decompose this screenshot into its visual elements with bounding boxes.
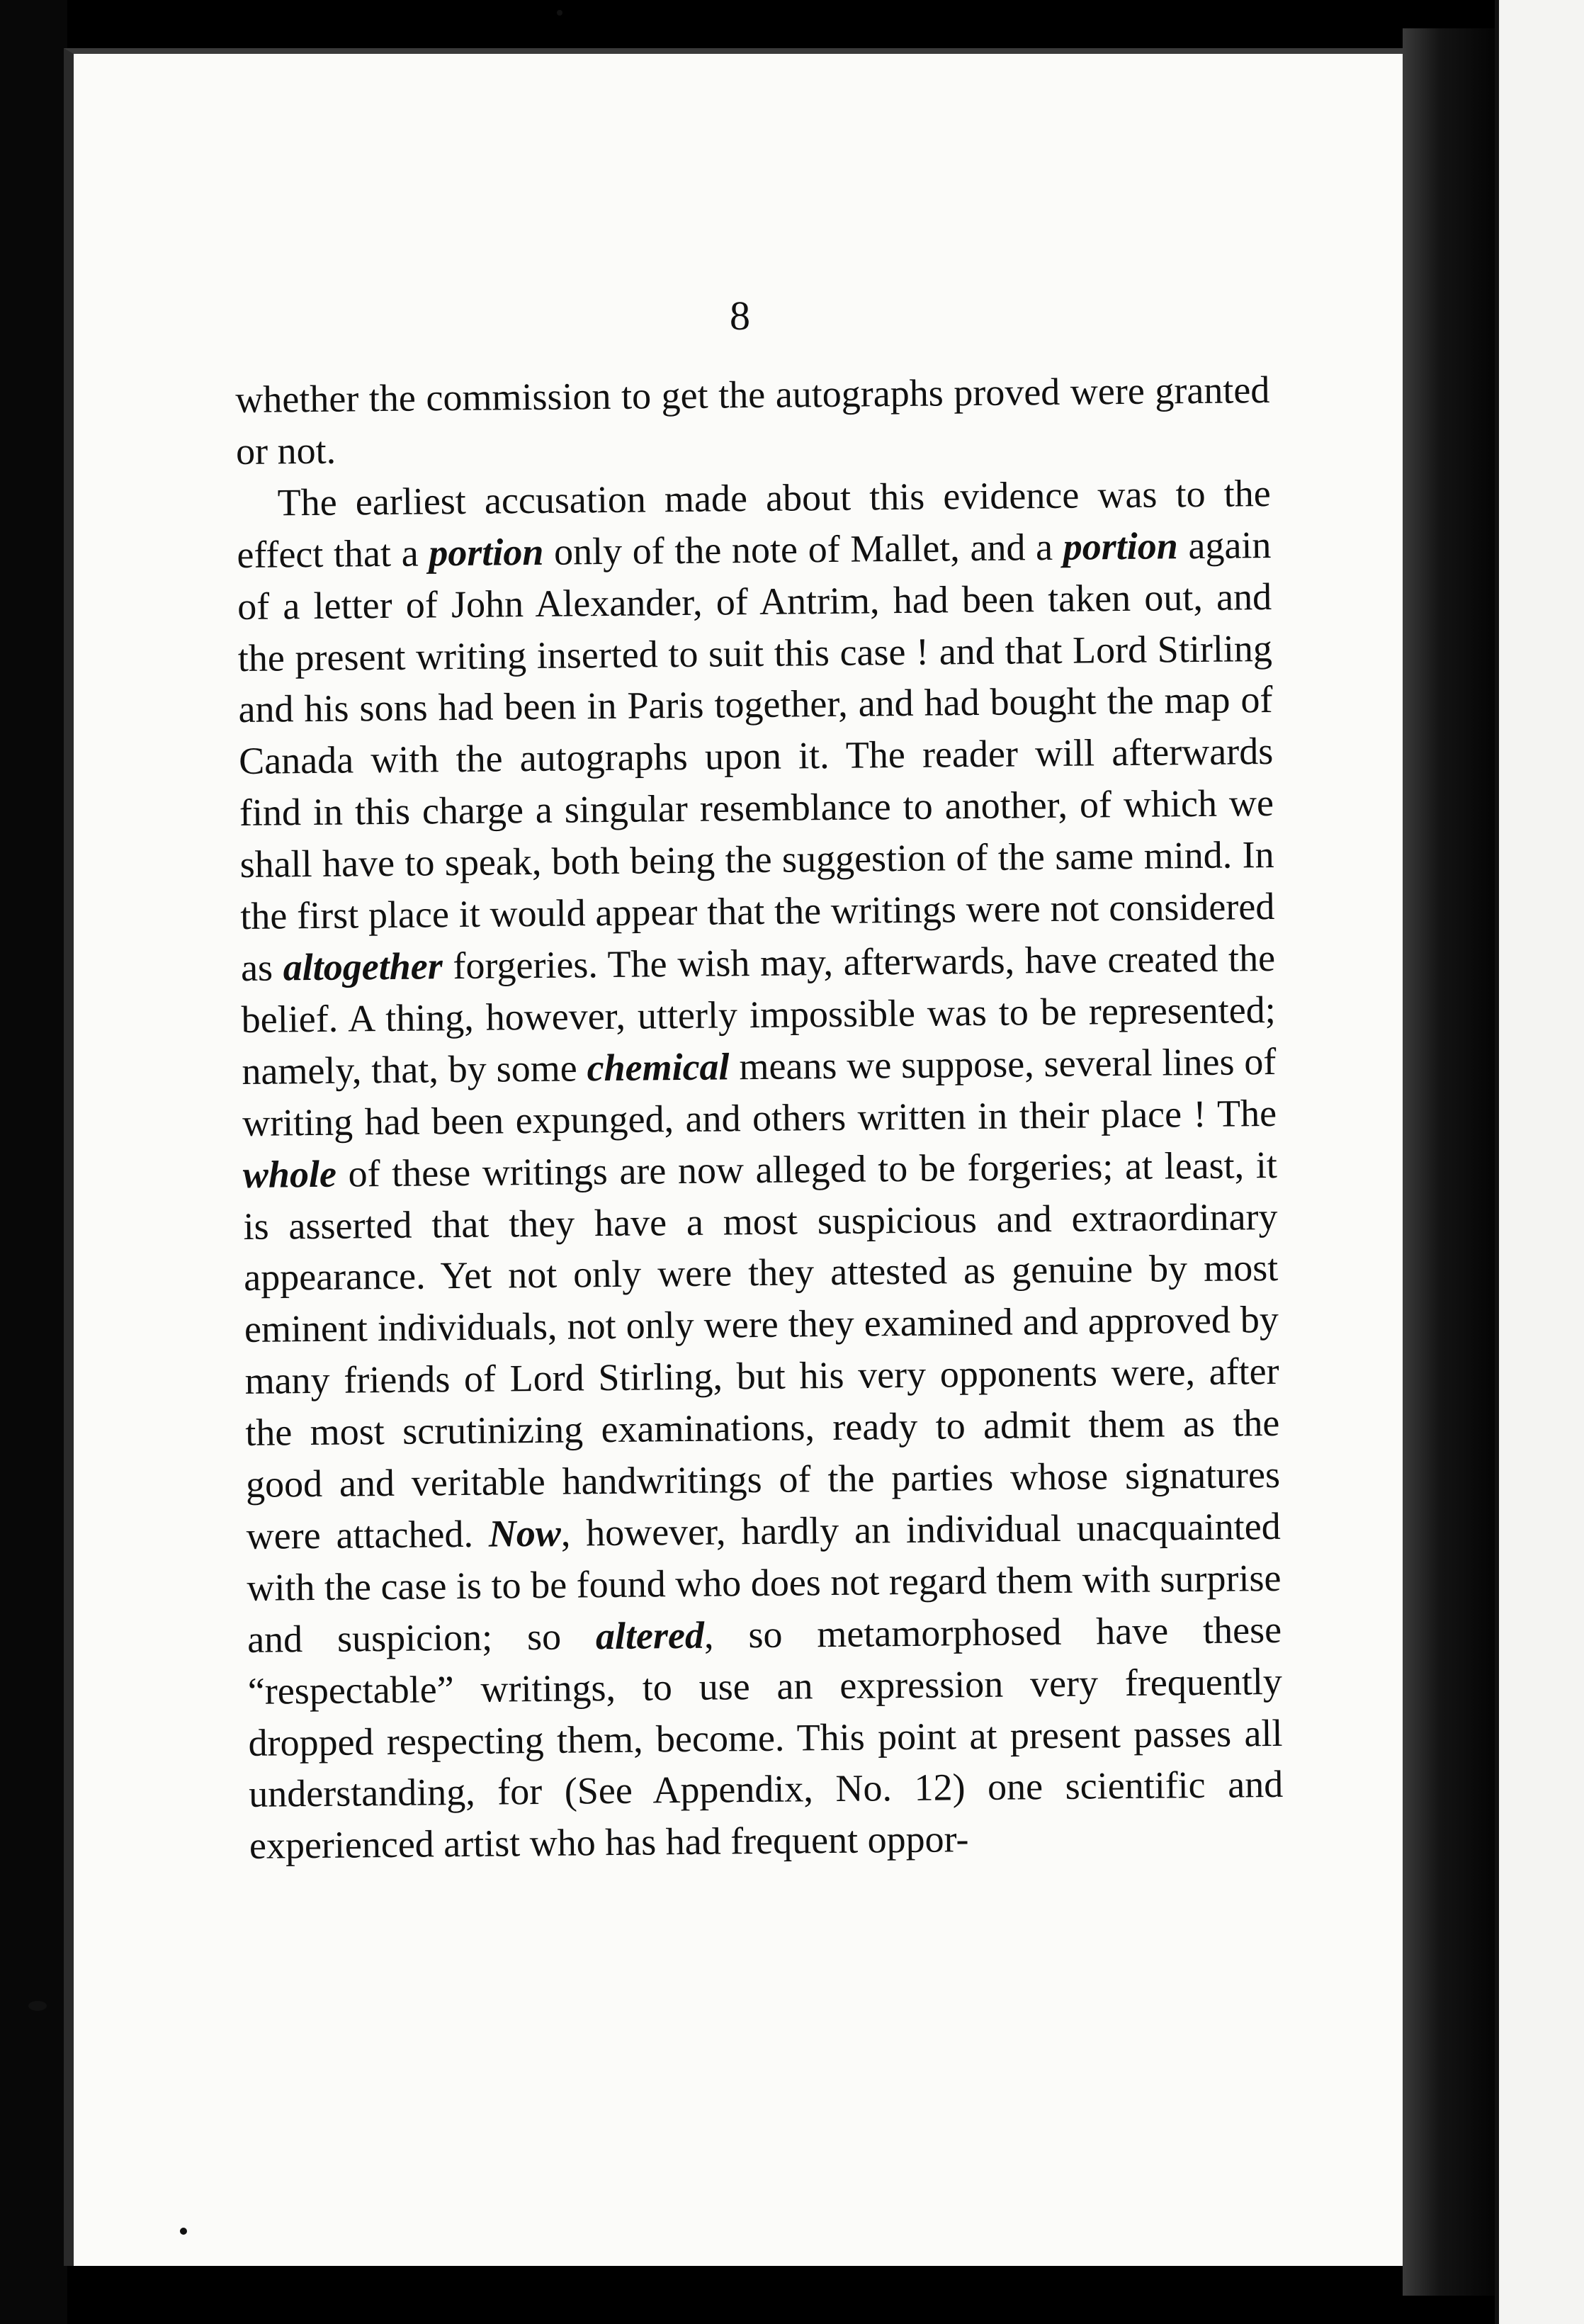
italic-word: chemical <box>587 1045 730 1090</box>
page-number: 8 <box>730 293 750 339</box>
scan-speck <box>180 2228 187 2235</box>
italic-word: portion <box>1063 524 1179 568</box>
text-run: The earliest accusation made about this evidence was to the effect that a <box>237 471 1271 576</box>
body-text <box>235 364 1284 1872</box>
italic-word: altered <box>595 1613 705 1657</box>
italic-word: portion <box>429 530 544 575</box>
text-run: only of the note of Mallet, and a <box>543 525 1063 573</box>
book-gutter <box>1403 28 1495 2296</box>
text-run: forgeries. The wish may, afterwards, have created the belief. A thing, however, utterly impossible was to be represented; namely, that, by some <box>241 936 1276 1093</box>
text-run: , so metamorphosed have these “respectable” writings, to use an expression very frequently dropped respecting them, become. This point at present passes all understanding, for (See Appendix, No. 12) one scientific and experienced artist who has had frequent oppor- <box>247 1608 1284 1868</box>
paragraph-1: whether the commission to get the autographs proved were granted or not. <box>235 368 1270 473</box>
italic-word: Now <box>488 1511 562 1555</box>
text-run: means we suppose, several lines of writing had been expunged, and others written in their place ! The <box>242 1039 1277 1144</box>
scan-speck <box>28 2001 47 2011</box>
text-run: , however, hardly an individual unacquainted with the case is to be found who does not regard them with surprise and suspicion; so <box>247 1504 1282 1661</box>
italic-word: whole <box>242 1152 337 1196</box>
facing-page-edge <box>1495 0 1584 2324</box>
scan-left-border <box>0 0 67 2324</box>
paragraph-2 <box>236 468 1284 1872</box>
text-run: again of a letter of John Alexander, of Antrim, had been taken out, and the present writing inserted to suit this case ! and that Lord Stirling and his sons had been in Paris together, and had bought the map of Canada with the autographs upon it. The reader will afterwards find in this charge a singular resemblance to another, of which we shall have to speak, both being the suggestion of the same mind. In the first place it would appear that the writings were not considered as <box>237 523 1275 989</box>
italic-word: altogether <box>283 944 443 989</box>
text-run: of these writings are now alleged to be forgeries; at least, it is asserted that they have a most suspicious and extraordinary appearance. Yet not only were they attested as genuine by most eminent individuals, not only were they examined and approved by many friends of Lord Stirling, but his very opponents were, after the most scrutinizing examinations, ready to admit them as the good and veritable handwritings of the parties whose signatures were attached. <box>243 1143 1281 1557</box>
scan-speck <box>557 10 562 16</box>
